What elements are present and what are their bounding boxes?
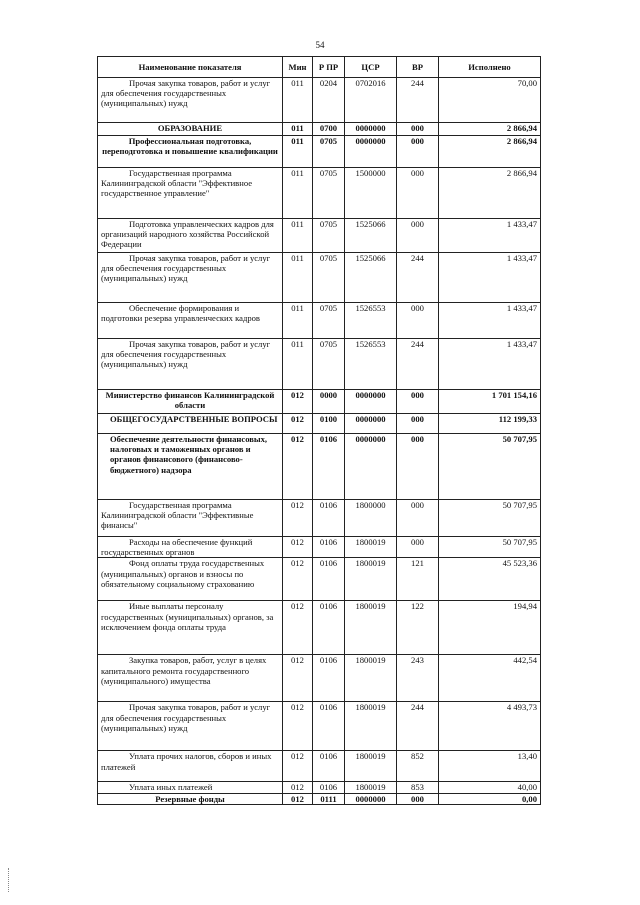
table-row <box>98 434 541 500</box>
row-csr: 1800019 <box>345 558 397 601</box>
row-value: 2 866,94 <box>439 136 541 168</box>
row-name: Прочая закупка товаров, работ и услуг для обеспечения государственных (муниципальных) нужд <box>98 253 283 303</box>
table-header-row <box>98 57 541 78</box>
row-value: 2 866,94 <box>439 123 541 136</box>
row-vr: 244 <box>397 253 439 303</box>
table-row <box>98 751 541 782</box>
row-name: Прочая закупка товаров, работ и услуг для обеспечения государственных (муниципальных) нужд <box>98 78 283 123</box>
row-csr: 1526553 <box>345 339 397 390</box>
row-rpr: 0106 <box>313 751 345 782</box>
row-min: 011 <box>283 123 313 136</box>
row-csr: 0000000 <box>345 136 397 168</box>
header-min: Мин <box>283 57 313 78</box>
row-rpr: 0705 <box>313 339 345 390</box>
row-name: Уплата иных платежей <box>98 782 283 793</box>
row-min: 012 <box>283 782 313 793</box>
row-name: Подготовка управленческих кадров для организаций народного хозяйства Российской Федерации <box>98 219 283 253</box>
row-name: Государственная программа Калининградской области "Эффективное государственное управление" <box>98 168 283 219</box>
row-min: 011 <box>283 253 313 303</box>
row-csr: 1800019 <box>345 601 397 655</box>
row-vr: 000 <box>397 136 439 168</box>
row-vr: 000 <box>397 793 439 804</box>
row-rpr: 0204 <box>313 78 345 123</box>
row-value: 50 707,95 <box>439 434 541 500</box>
row-name: Прочая закупка товаров, работ и услуг для обеспечения государственных (муниципальных) нужд <box>98 339 283 390</box>
row-vr: 852 <box>397 751 439 782</box>
row-rpr: 0705 <box>313 253 345 303</box>
row-vr: 244 <box>397 339 439 390</box>
table-body <box>98 78 541 805</box>
row-value: 13,40 <box>439 751 541 782</box>
row-min: 011 <box>283 219 313 253</box>
row-rpr: 0106 <box>313 500 345 537</box>
row-rpr: 0705 <box>313 219 345 253</box>
table-row <box>98 601 541 655</box>
row-name: Прочая закупка товаров, работ и услуг для обеспечения государственных (муниципальных) нужд <box>98 702 283 751</box>
row-value: 442,54 <box>439 655 541 702</box>
row-min: 011 <box>283 78 313 123</box>
row-csr: 1526553 <box>345 303 397 339</box>
row-name: Обеспечение деятельности финансовых, налоговых и таможенных органов и органов финансового (финансово-бюджетного) надзора <box>98 434 283 500</box>
row-value: 1 433,47 <box>439 303 541 339</box>
row-value: 1 433,47 <box>439 219 541 253</box>
row-vr: 244 <box>397 702 439 751</box>
table-row <box>98 339 541 390</box>
row-min: 012 <box>283 558 313 601</box>
row-name: Уплата прочих налогов, сборов и иных платежей <box>98 751 283 782</box>
row-min: 011 <box>283 136 313 168</box>
row-name: Резервные фонды <box>98 793 283 804</box>
row-min: 012 <box>283 500 313 537</box>
row-vr: 243 <box>397 655 439 702</box>
row-value: 40,00 <box>439 782 541 793</box>
row-csr: 0702016 <box>345 78 397 123</box>
margin-mark <box>8 868 11 892</box>
row-min: 012 <box>283 537 313 558</box>
row-csr: 0000000 <box>345 434 397 500</box>
row-rpr: 0705 <box>313 168 345 219</box>
table-row <box>98 136 541 168</box>
row-name: Государственная программа Калининградской области "Эффективные финансы" <box>98 500 283 537</box>
table-row <box>98 558 541 601</box>
row-min: 011 <box>283 303 313 339</box>
row-name: Профессиональная подготовка, переподготовка и повышение квалификации <box>98 136 283 168</box>
header-vr: ВР <box>397 57 439 78</box>
row-value: 70,00 <box>439 78 541 123</box>
row-vr: 000 <box>397 123 439 136</box>
row-min: 011 <box>283 339 313 390</box>
row-name: Министерство финансов Калининградской области <box>98 390 283 414</box>
row-csr: 0000000 <box>345 390 397 414</box>
row-vr: 000 <box>397 390 439 414</box>
row-value: 4 493,73 <box>439 702 541 751</box>
row-csr: 1800019 <box>345 751 397 782</box>
row-name: Обеспечение формирования и подготовки резерва управленческих кадров <box>98 303 283 339</box>
table-row <box>98 793 541 804</box>
table-row <box>98 702 541 751</box>
row-min: 012 <box>283 601 313 655</box>
budget-execution-table <box>97 56 541 805</box>
row-min: 012 <box>283 702 313 751</box>
row-csr: 1800000 <box>345 500 397 537</box>
row-csr: 0000000 <box>345 123 397 136</box>
row-rpr: 0106 <box>313 601 345 655</box>
row-vr: 853 <box>397 782 439 793</box>
row-value: 0,00 <box>439 793 541 804</box>
row-vr: 000 <box>397 500 439 537</box>
header-csr: ЦСР <box>345 57 397 78</box>
row-rpr: 0111 <box>313 793 345 804</box>
header-value: Исполнено <box>439 57 541 78</box>
row-name: ОБРАЗОВАНИЕ <box>98 123 283 136</box>
table-row <box>98 303 541 339</box>
row-rpr: 0100 <box>313 414 345 434</box>
table-row <box>98 390 541 414</box>
row-rpr: 0700 <box>313 123 345 136</box>
row-value: 1 433,47 <box>439 339 541 390</box>
row-csr: 1800019 <box>345 782 397 793</box>
header-name: Наименование показателя <box>98 57 283 78</box>
row-value: 50 707,95 <box>439 537 541 558</box>
row-name: Фонд оплаты труда государственных (муниципальных) органов и взносы по обязательному социальному страхованию <box>98 558 283 601</box>
row-vr: 000 <box>397 219 439 253</box>
table-row <box>98 414 541 434</box>
row-min: 012 <box>283 751 313 782</box>
table-row <box>98 123 541 136</box>
row-csr: 1800019 <box>345 702 397 751</box>
row-vr: 000 <box>397 303 439 339</box>
row-value: 2 866,94 <box>439 168 541 219</box>
table-row <box>98 782 541 793</box>
row-value: 1 701 154,16 <box>439 390 541 414</box>
row-rpr: 0106 <box>313 537 345 558</box>
row-csr: 1525066 <box>345 219 397 253</box>
header-rpr: Р ПР <box>313 57 345 78</box>
row-min: 012 <box>283 434 313 500</box>
row-min: 012 <box>283 793 313 804</box>
page-number: 54 <box>315 40 325 50</box>
row-rpr: 0705 <box>313 136 345 168</box>
table-row <box>98 78 541 123</box>
row-name: Расходы на обеспечение функций государственных органов <box>98 537 283 558</box>
row-name: ОБЩЕГОСУДАРСТВЕННЫЕ ВОПРОСЫ <box>98 414 283 434</box>
row-vr: 244 <box>397 78 439 123</box>
row-value: 112 199,33 <box>439 414 541 434</box>
row-min: 012 <box>283 414 313 434</box>
row-vr: 122 <box>397 601 439 655</box>
row-rpr: 0106 <box>313 782 345 793</box>
row-min: 011 <box>283 168 313 219</box>
row-csr: 1800019 <box>345 655 397 702</box>
row-name: Закупка товаров, работ, услуг в целях капитального ремонта государственного (муниципального) имущества <box>98 655 283 702</box>
table-row <box>98 168 541 219</box>
row-csr: 0000000 <box>345 414 397 434</box>
table-row <box>98 253 541 303</box>
row-value: 50 707,95 <box>439 500 541 537</box>
row-csr: 0000000 <box>345 793 397 804</box>
row-vr: 121 <box>397 558 439 601</box>
table-row <box>98 655 541 702</box>
table-row <box>98 500 541 537</box>
row-value: 194,94 <box>439 601 541 655</box>
row-min: 012 <box>283 390 313 414</box>
row-rpr: 0106 <box>313 702 345 751</box>
row-rpr: 0000 <box>313 390 345 414</box>
row-value: 1 433,47 <box>439 253 541 303</box>
table-row <box>98 219 541 253</box>
row-rpr: 0106 <box>313 655 345 702</box>
row-min: 012 <box>283 655 313 702</box>
row-vr: 000 <box>397 434 439 500</box>
row-csr: 1800019 <box>345 537 397 558</box>
row-rpr: 0705 <box>313 303 345 339</box>
row-value: 45 523,36 <box>439 558 541 601</box>
table-row <box>98 537 541 558</box>
row-csr: 1500000 <box>345 168 397 219</box>
row-vr: 000 <box>397 537 439 558</box>
row-rpr: 0106 <box>313 558 345 601</box>
row-vr: 000 <box>397 168 439 219</box>
row-csr: 1525066 <box>345 253 397 303</box>
row-rpr: 0106 <box>313 434 345 500</box>
row-name: Иные выплаты персоналу государственных (муниципальных) органов, за исключением фонда оплаты труда <box>98 601 283 655</box>
row-vr: 000 <box>397 414 439 434</box>
